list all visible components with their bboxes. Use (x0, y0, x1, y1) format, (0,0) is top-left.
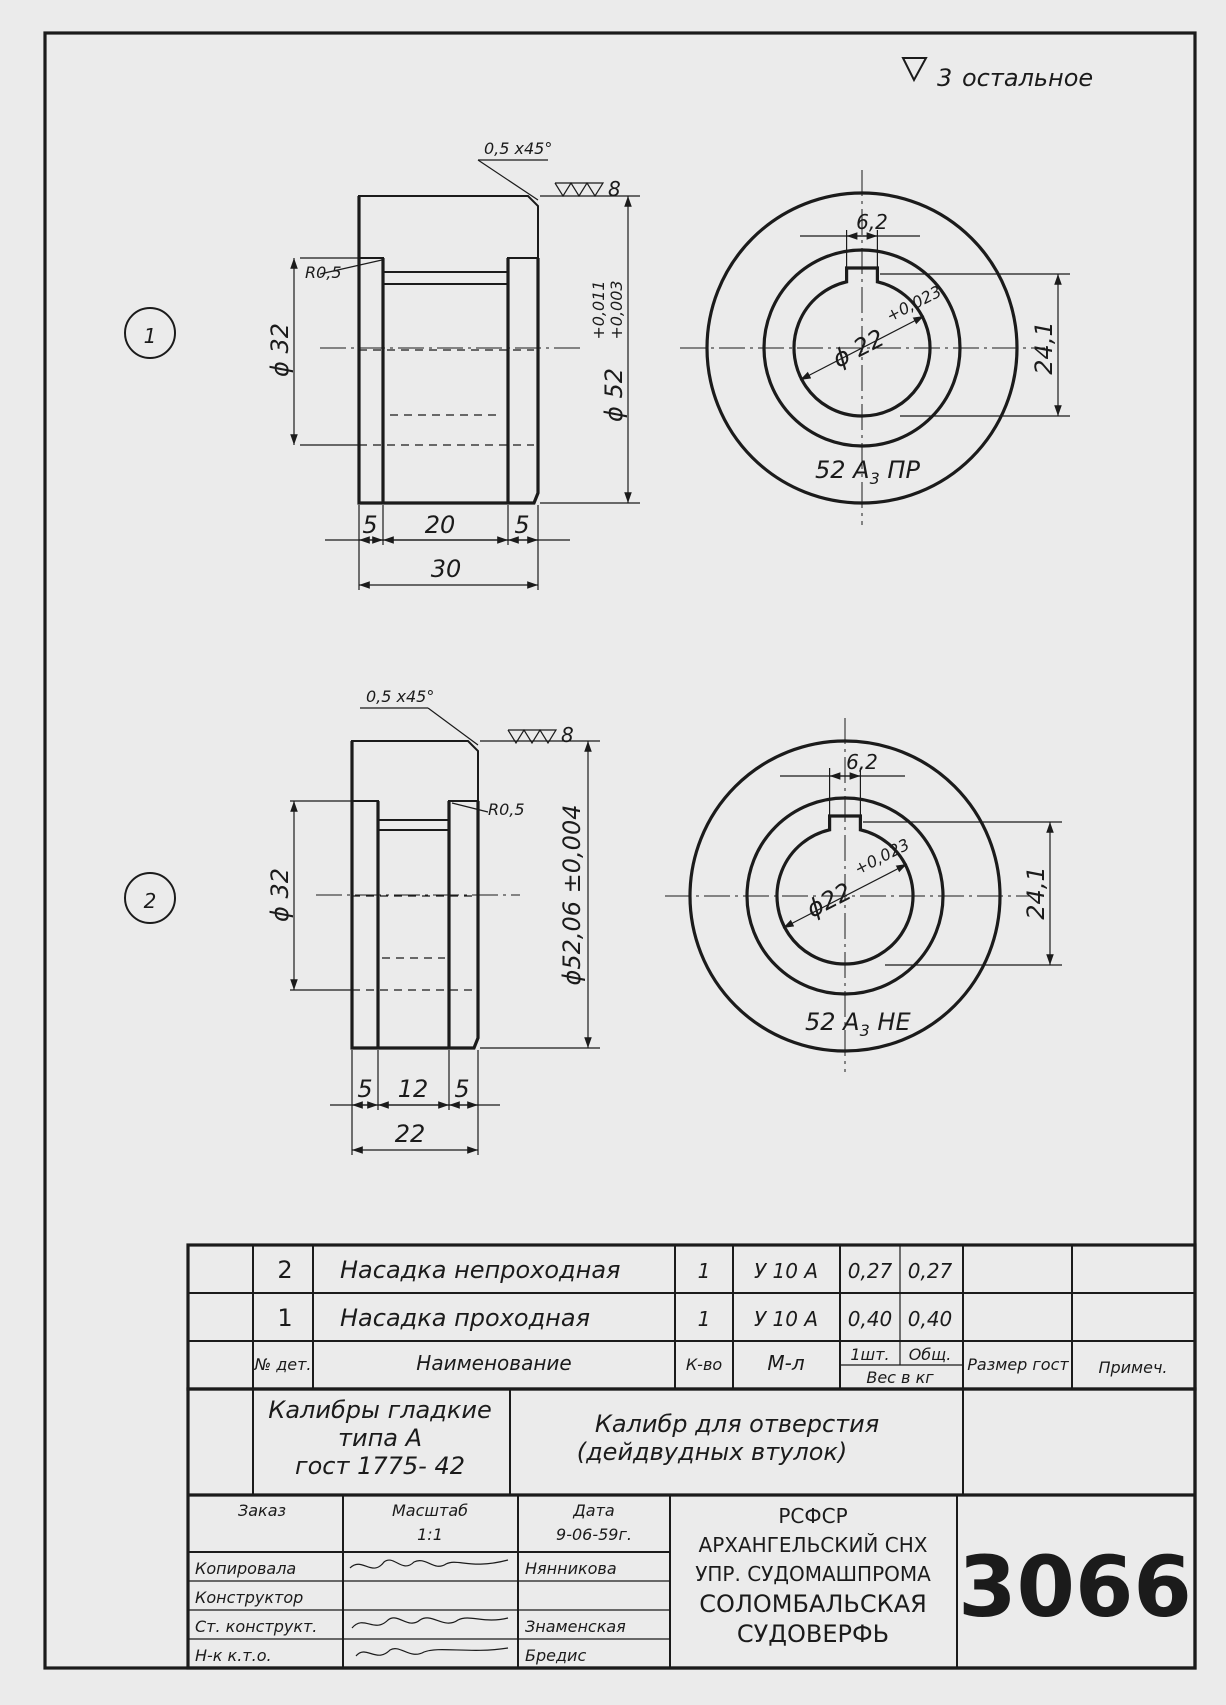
svg-text:ϕ 32: ϕ 32 (266, 323, 294, 377)
signature-icon (352, 1618, 508, 1628)
spec-header (253, 1345, 1167, 1387)
svg-text:остальное: остальное (962, 64, 1094, 92)
svg-text:5: 5 (362, 511, 378, 539)
date-value: 9-06-59г. (556, 1525, 632, 1544)
signature-row (195, 1559, 617, 1578)
svg-text:ϕ22: ϕ22 (802, 877, 857, 924)
signature-row (195, 1588, 303, 1607)
svg-text:0,27: 0,27 (907, 1259, 953, 1283)
front-view-2 (665, 718, 1062, 1072)
svg-text:УПР. СУДОМАШПРОМА: УПР. СУДОМАШПРОМА (695, 1562, 931, 1586)
svg-text:Наименование: Наименование (416, 1351, 572, 1375)
svg-text:Примеч.: Примеч. (1098, 1358, 1168, 1377)
organization (695, 1504, 931, 1648)
svg-text:Н-к к.т.о.: Н-к к.т.о. (195, 1646, 272, 1665)
svg-text:0,5 x45°: 0,5 x45° (366, 687, 435, 706)
svg-text:гост 1775- 42: гост 1775- 42 (294, 1452, 466, 1480)
svg-text:+0,023: +0,023 (883, 281, 945, 326)
svg-text:8: 8 (561, 723, 574, 747)
drawing-name (577, 1410, 879, 1466)
scale-value: 1:1 (417, 1525, 443, 1544)
title-block (188, 1389, 1195, 1668)
svg-text:Копировала: Копировала (195, 1559, 297, 1578)
svg-text:АРХАНГЕЛЬСКИЙ СНХ: АРХАНГЕЛЬСКИЙ СНХ (698, 1533, 928, 1557)
view-1 (125, 139, 1070, 590)
svg-text:СУДОВЕРФЬ: СУДОВЕРФЬ (736, 1620, 890, 1648)
svg-text:К-во: К-во (685, 1355, 723, 1374)
svg-text:20: 20 (424, 511, 456, 539)
svg-text:R0,5: R0,5 (305, 263, 342, 282)
order-label: Заказ (237, 1501, 287, 1520)
gauge-group-title (268, 1396, 491, 1480)
svg-text:Ст. конструкт.: Ст. конструкт. (195, 1617, 318, 1636)
svg-text:5: 5 (357, 1075, 373, 1103)
svg-text:3: 3 (937, 64, 953, 92)
svg-text:(дейдвудных втулок): (дейдвудных втулок) (576, 1438, 848, 1466)
svg-text:Бредис: Бредис (525, 1646, 587, 1665)
svg-text:№ дет.: № дет. (254, 1355, 312, 1374)
svg-text:ϕ 22: ϕ 22 (828, 323, 889, 374)
svg-text:24,1: 24,1 (1030, 321, 1058, 375)
front-view-1 (680, 170, 1070, 525)
svg-text:0,40: 0,40 (907, 1307, 953, 1331)
svg-text:5: 5 (454, 1075, 470, 1103)
svg-text:Общ.: Общ. (908, 1345, 952, 1364)
svg-text:0,5 x45°: 0,5 x45° (484, 139, 553, 158)
view-number: 2 (143, 889, 157, 913)
svg-text:R0,5: R0,5 (488, 800, 525, 819)
view-2 (125, 687, 1062, 1155)
svg-text:0,27: 0,27 (847, 1259, 893, 1283)
drawing-number: 3066 (958, 1538, 1192, 1636)
svg-text:22: 22 (394, 1120, 426, 1148)
svg-text:6,2: 6,2 (846, 750, 878, 774)
svg-text:0,40: 0,40 (847, 1307, 893, 1331)
svg-text:+0,011: +0,011 (589, 280, 608, 340)
svg-text:Калибр для отверстия: Калибр для отверстия (594, 1410, 880, 1438)
svg-text:типа А: типа А (337, 1424, 423, 1452)
specification-table (188, 1245, 1195, 1389)
svg-text:1: 1 (697, 1307, 711, 1331)
signature-row (195, 1646, 586, 1665)
signature-row (195, 1617, 626, 1636)
view-number: 1 (143, 324, 157, 348)
svg-text:2: 2 (277, 1256, 293, 1284)
section-view-2 (266, 687, 600, 1155)
svg-text:ϕ 32: ϕ 32 (266, 868, 294, 922)
svg-text:6,2: 6,2 (856, 210, 888, 234)
svg-text:52 A3 ПР: 52 $A_3$ ПР (815, 456, 920, 488)
svg-text:Конструктор: Конструктор (195, 1588, 304, 1607)
scale-label: Масштаб (391, 1501, 469, 1520)
svg-text:РСФСР: РСФСР (778, 1504, 848, 1528)
svg-text:8: 8 (608, 177, 621, 201)
svg-text:М-л: М-л (767, 1351, 805, 1375)
svg-text:24,1: 24,1 (1022, 866, 1050, 920)
date-label: Дата (573, 1501, 615, 1520)
svg-text:Размер гост: Размер гост (967, 1355, 1069, 1374)
svg-text:1: 1 (697, 1259, 711, 1283)
svg-text:12: 12 (397, 1075, 429, 1103)
svg-text:У 10 А: У 10 А (753, 1307, 819, 1331)
spec-row (277, 1304, 952, 1332)
svg-text:Насадка непроходная: Насадка непроходная (340, 1256, 621, 1284)
svg-text:У 10 А: У 10 А (753, 1259, 819, 1283)
svg-text:5: 5 (514, 511, 530, 539)
svg-text:Насадка проходная: Насадка проходная (340, 1304, 591, 1332)
svg-text:СОЛОМБАЛЬСКАЯ: СОЛОМБАЛЬСКАЯ (699, 1590, 927, 1618)
svg-text:Нянникова: Нянникова (525, 1559, 617, 1578)
svg-text:1: 1 (277, 1304, 293, 1332)
section-view-1 (266, 139, 640, 590)
signature-icon (356, 1648, 508, 1656)
svg-text:ϕ 52: ϕ 52 (600, 368, 628, 422)
svg-text:Калибры гладкие: Калибры гладкие (268, 1396, 492, 1424)
svg-text:1шт.: 1шт. (850, 1345, 890, 1364)
spec-row (277, 1256, 952, 1284)
svg-text:+0,003: +0,003 (607, 280, 626, 340)
svg-text:52 A3 НЕ: 52 $A_3$ НЕ (805, 1008, 911, 1040)
svg-text:ϕ52,06 ±0,004: ϕ52,06 ±0,004 (558, 804, 586, 986)
svg-text:Вес в кг: Вес в кг (866, 1368, 934, 1387)
surface-finish-note (903, 58, 1093, 92)
signature-icon (350, 1560, 508, 1568)
triangle-icon (903, 58, 926, 80)
svg-text:+0,023: +0,023 (851, 834, 913, 879)
svg-text:30: 30 (430, 555, 462, 583)
svg-text:Знаменская: Знаменская (525, 1617, 626, 1636)
